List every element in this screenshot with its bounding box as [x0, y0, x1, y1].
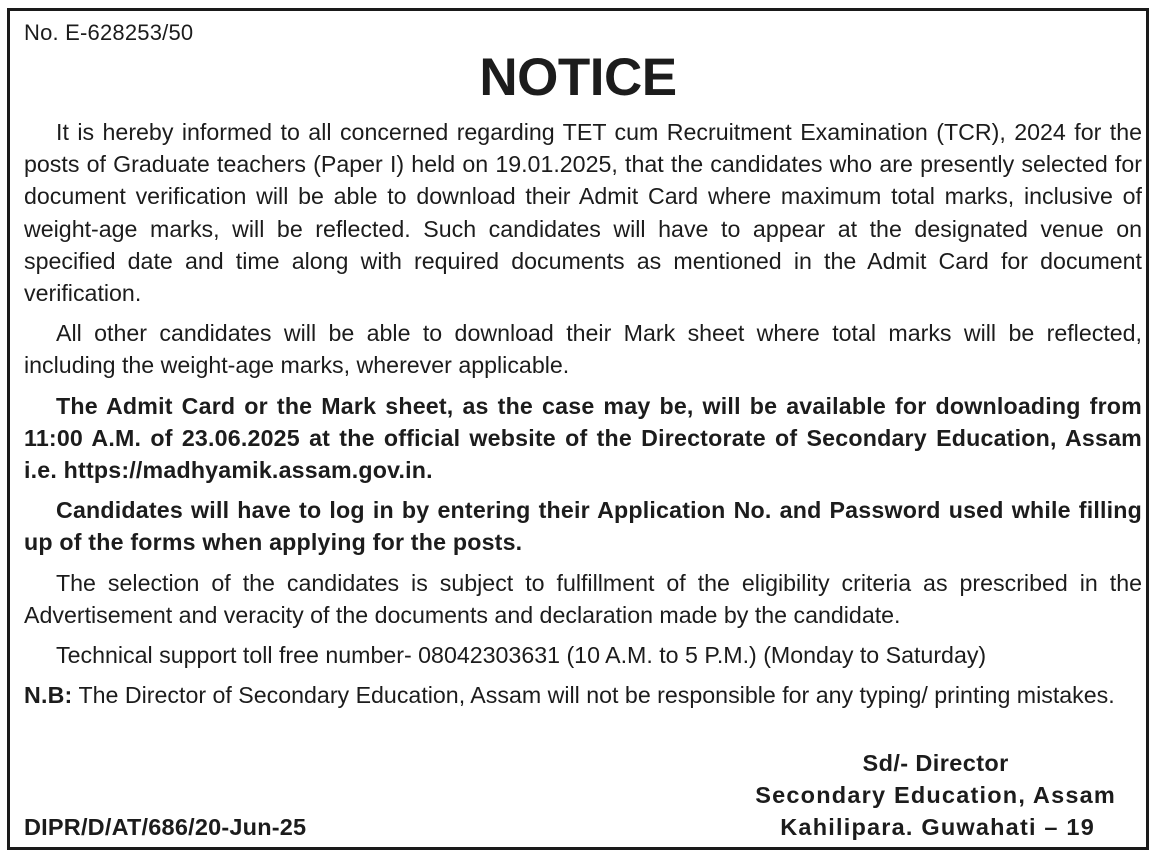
reference-number: No. E-628253/50	[24, 20, 194, 45]
paragraph-nb	[24, 679, 1142, 711]
signature-block	[755, 747, 1116, 843]
paragraph-exam-info: It is hereby informed to all concerned regarding TET cum Recruitment Examination (TCR), 2024 for the posts of Graduate teachers (Paper I) held on 19.01.2025, that the candidates who are presently selected for document verification will be able to download their Admit Card where maximum total marks, inclusive of weight-age marks, will be reflected. Such candidates will have to appear at the designated venue on specified date and time along with required documents as mentioned in the Admit Card for document verification.	[24, 119, 1142, 307]
nb-text: The Director of Secondary Education, Assam will not be responsible for any typing/ printing mistakes.	[72, 682, 1115, 709]
dipr-reference: DIPR/D/AT/686/20-Jun-25	[24, 814, 307, 840]
notice-title: NOTICE	[479, 48, 677, 107]
signature-line-address: Kahilipara. Guwahati – 19	[780, 814, 1095, 840]
paragraph-technical-support: Technical support toll free number- 08042303631 (10 A.M. to 5 P.M.) (Monday to Saturday)	[56, 642, 987, 669]
paragraph-other-candidates: All other candidates will be able to download their Mark sheet where total marks will be reflected, including the weight-age marks, wherever applicable.	[24, 320, 1142, 379]
signature-line-department: Secondary Education, Assam	[755, 782, 1116, 808]
signature-line-director: Sd/- Director	[862, 750, 1009, 776]
notice-body	[24, 116, 1142, 711]
paragraph-login-instructions: Candidates will have to log in by entering their Application No. and Password used while filling up of the forms when applying for the posts.	[24, 497, 1142, 556]
nb-label: N.B:	[24, 682, 73, 709]
notice-frame	[7, 8, 1149, 850]
paragraph-selection-criteria: The selection of the candidates is subject to fulfillment of the eligibility criteria as prescribed in the Advertisement and veracity of the documents and declaration made by the candidate.	[24, 569, 1142, 628]
paragraph-download-availability: The Admit Card or the Mark sheet, as the case may be, will be available for downloading from 11:00 A.M. of 23.06.2025 at the official website of the Directorate of Secondary Education, Assam i.e. https://madhyamik.assam.gov.in.	[24, 392, 1142, 484]
